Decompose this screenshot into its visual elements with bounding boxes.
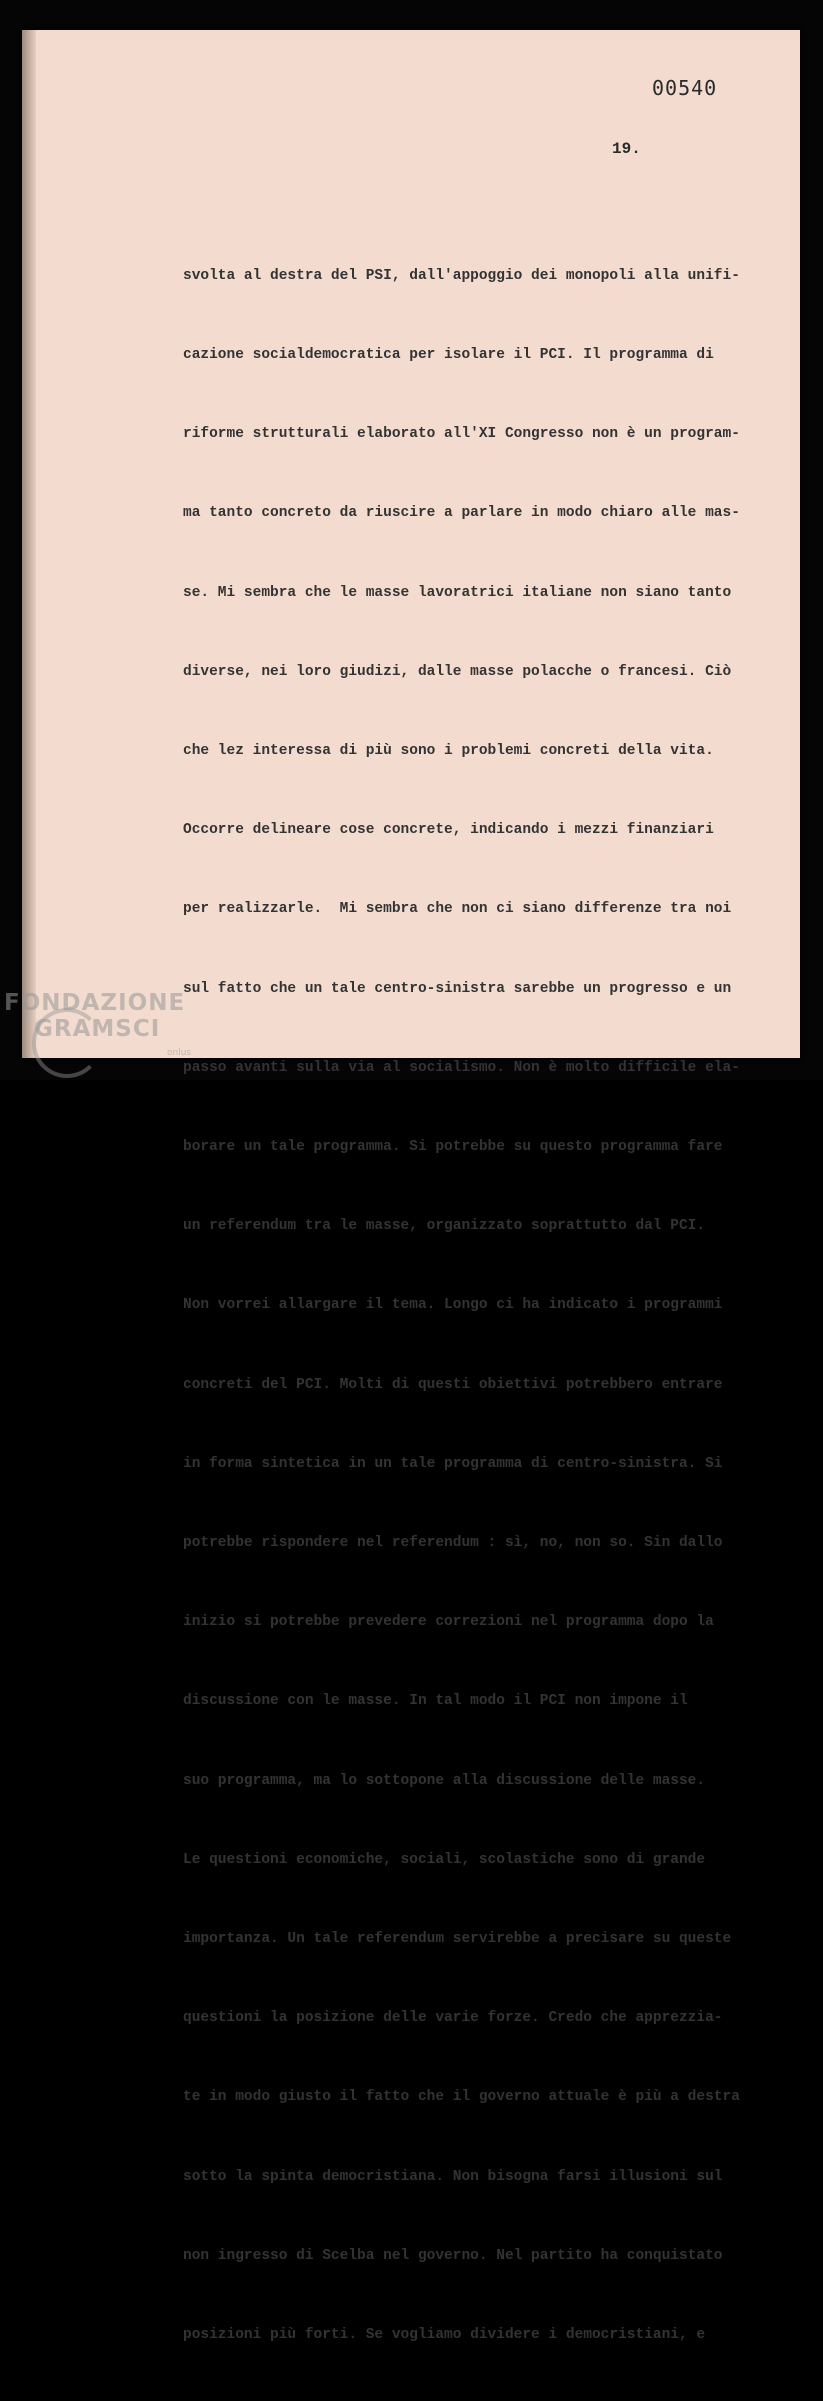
text-line: per realizzarle. Mi sembra che non ci siano differenze tra noi	[183, 901, 732, 918]
text-line: se. Mi sembra che le masse lavoratrici italiane non siano tanto	[183, 584, 732, 601]
text-line: Occorre delineare cose concrete, indicando i mezzi finanziari	[183, 822, 714, 839]
text-line: concreti del PCI. Molti di questi obiettivi potrebbero entrare	[183, 1376, 723, 1393]
text-line: non ingresso di Scelba nel governo. Nel partito ha conquistato	[183, 2247, 723, 2264]
typed-body-text	[183, 210, 788, 2401]
text-line: svolta al destra del PSI, dall'appoggio dei monopoli alla unifi-	[183, 267, 740, 284]
text-line: sul fatto che un tale centro-sinistra sarebbe un progresso e un	[183, 980, 732, 997]
text-line: posizioni più forti. Se vogliamo dividere i democristiani, e	[183, 2327, 706, 2344]
page-number: 19.	[612, 140, 641, 158]
text-line: inizio si potrebbe prevedere correzioni nel programma dopo la	[183, 1614, 714, 1631]
text-line: in forma sintetica in un tale programma di centro-sinistra. Si	[183, 1455, 723, 1472]
text-line: sotto la spinta democristiana. Non bisogna farsi illusioni sul	[183, 2168, 723, 2185]
text-line: ma tanto concreto da riuscire a parlare in modo chiaro alle mas-	[183, 505, 740, 522]
watermark-line2: GRAMSCI	[34, 1016, 161, 1042]
text-line: Le questioni economiche, sociali, scolastiche sono di grande	[183, 1851, 706, 1868]
text-line: te in modo giusto il fatto che il governo attuale è più a destra	[183, 2089, 740, 2106]
text-line: Non vorrei allargare il tema. Longo ci ha indicato i programmi	[183, 1297, 723, 1314]
text-line: questioni la posizione delle varie forze. Credo che apprezzia-	[183, 2010, 723, 2027]
fondazione-gramsci-watermark	[4, 990, 204, 1070]
watermark-line3: onlus	[167, 1048, 192, 1058]
text-line: che lez interessa di più sono i problemi concreti della vita.	[183, 743, 714, 760]
archive-number: 00540	[652, 76, 718, 100]
text-line: importanza. Un tale referendum servirebbe a precisare su queste	[183, 1931, 732, 1948]
text-line: discussione con le masse. In tal modo il PCI non impone il	[183, 1693, 688, 1710]
text-line: borare un tale programma. Si potrebbe su questo programma fare	[183, 1139, 723, 1156]
text-line: passo avanti sulla via al socialismo. Non è molto difficile ela-	[183, 1059, 740, 1076]
page-binding-edge	[22, 30, 36, 1058]
text-line: suo programma, ma lo sottopone alla discussione delle masse.	[183, 1772, 706, 1789]
text-line: cazione socialdemocratica per isolare il PCI. Il programma di	[183, 347, 714, 364]
text-line: riforme strutturali elaborato all'XI Congresso non è un program-	[183, 426, 740, 443]
text-line: potrebbe rispondere nel referendum : sì, no, non so. Sin dallo	[183, 1535, 723, 1552]
text-line: un referendum tra le masse, organizzato soprattutto dal PCI.	[183, 1218, 706, 1235]
watermark-line1: FONDAZIONE	[4, 990, 186, 1016]
text-line: diverse, nei loro giudizi, dalle masse polacche o francesi. Ciò	[183, 663, 732, 680]
